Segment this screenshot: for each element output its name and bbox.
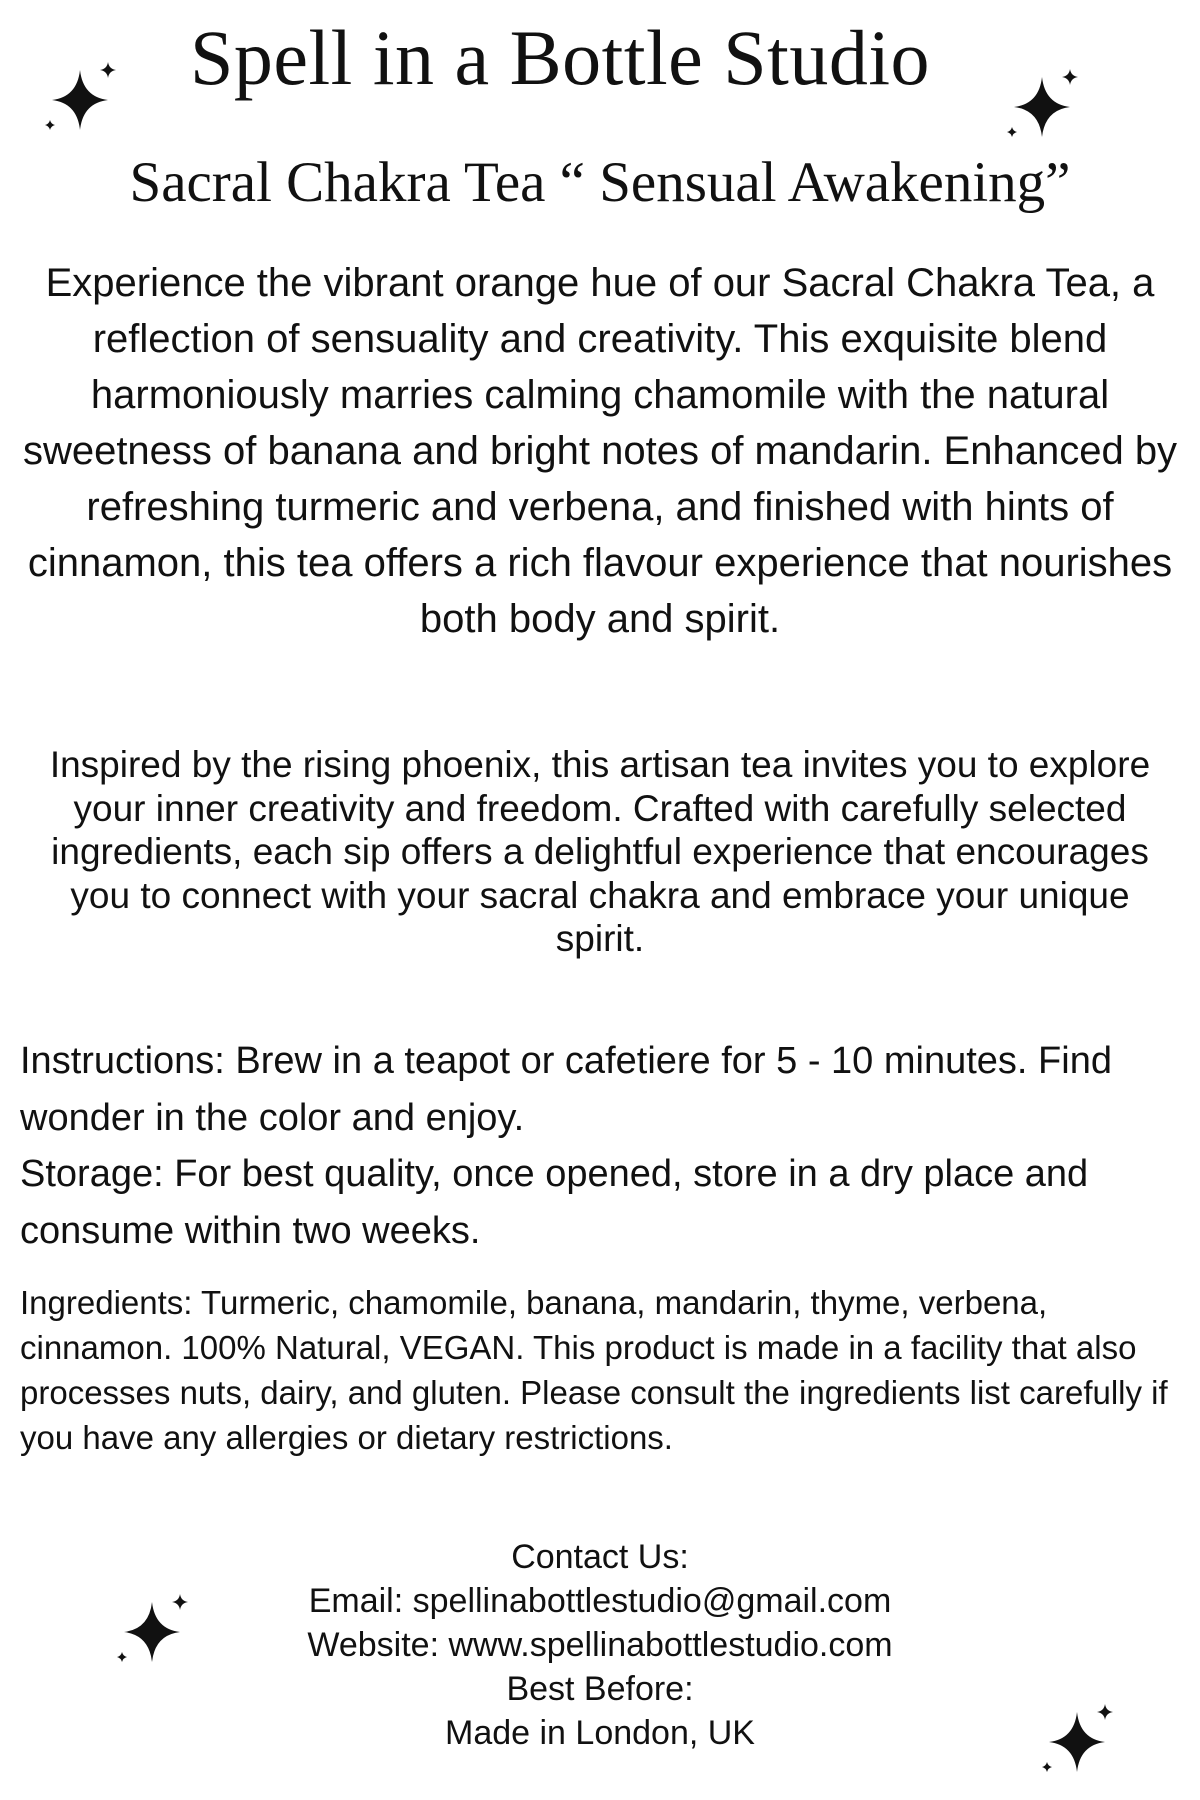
- product-title: Sacral Chakra Tea “ Sensual Awakening”: [129, 151, 1071, 214]
- sparkle-icon: [110, 1590, 194, 1674]
- sparkle-icon: [1035, 1700, 1119, 1784]
- storage-text: Storage: For best quality, once opened, store in a dry place and consume within two weeks.: [20, 1153, 1089, 1252]
- description-intro: Experience the vibrant orange hue of our Sacral Chakra Tea, a reflection of sensuality and creativity. This exquisite blend harmoniously marries calming chamomile with the natural sweetness of banana and bright notes of mandarin. Enhanced by refreshing turmeric and verbena, and finished with hints of cinnamon, this tea offers a rich flavour experience that nourishes both body and spirit.: [22, 261, 1178, 641]
- best-before: Best Before:: [506, 1670, 694, 1708]
- sparkle-icon: [38, 58, 122, 142]
- ingredients-text: Ingredients: Turmeric, chamomile, banana, mandarin, thyme, verbena, cinnamon. 100% Natural, VEGAN. This product is made in a facility that also processes nuts, dairy, and gluten. Please consult the ingredients list carefully if you have any allergies or dietary restrictions.: [20, 1284, 1168, 1456]
- instructions-text: Instructions: Brew in a teapot or cafetiere for 5 - 10 minutes. Find wonder in the color and enjoy.: [20, 1040, 1112, 1139]
- contact-email: Email: spellinabottlestudio@gmail.com: [308, 1582, 892, 1620]
- contact-website: Website: www.spellinabottlestudio.com: [307, 1626, 893, 1664]
- care-section: [20, 1033, 1180, 1259]
- brand-title: Spell in a Bottle Studio: [189, 14, 930, 101]
- contact-heading: Contact Us:: [511, 1538, 689, 1576]
- sparkle-icon: [1000, 65, 1084, 149]
- origin-text: Made in London, UK: [445, 1714, 755, 1752]
- description-inspired: Inspired by the rising phoenix, this artisan tea invites you to explore your inner creativity and freedom. Crafted with carefully selected ingredients, each sip offers a delightful experience that encourages you to connect with your sacral chakra and embrace your unique spirit.: [49, 744, 1151, 959]
